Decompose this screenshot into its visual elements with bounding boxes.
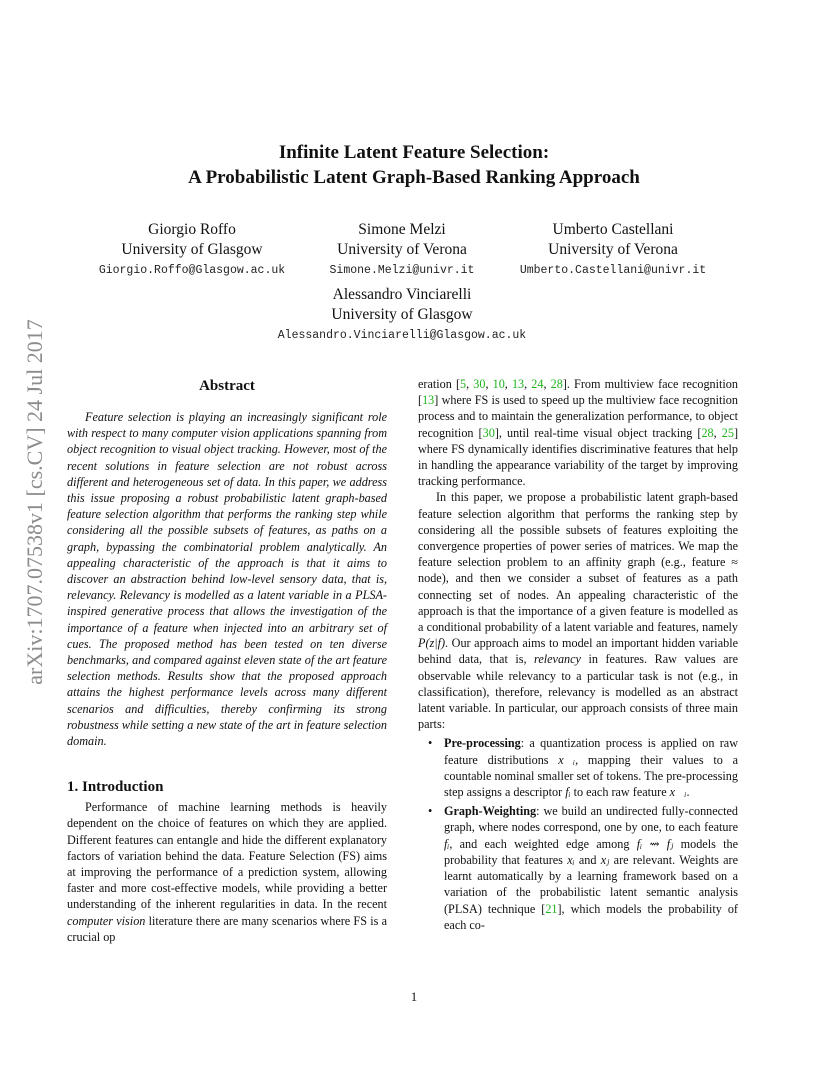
citation-link[interactable]: 24 bbox=[531, 377, 544, 391]
math-expression: x⃗ᵢ bbox=[558, 752, 576, 767]
math-expression: fᵢ bbox=[565, 785, 571, 800]
section-heading-introduction: 1. Introduction bbox=[67, 779, 164, 796]
author-block-vinciarelli bbox=[252, 285, 552, 347]
author-affiliation: University of Verona bbox=[337, 241, 467, 258]
text-span: In this paper, we propose a probabilistic latent graph-based feature selection algorithm that performs the ranking step by considering all the possible subsets of features exploiting the convergence properties of power series of matrices. We map the feature selection problem to an affinity graph (e.g., feature ≈ node), and then we consider a subset of features as a path connecting set of nodes. An appealing characteristic of the approach is that the importance of a given feature is modelled as a conditional probability of a latent variable and features, namely bbox=[418, 490, 738, 635]
text-span: are relevant. Weights are learnt automatically by a learning framework based on a variation of the probabilistic latent semantic analysis (PLSA) technique [ bbox=[444, 852, 739, 916]
bullet-icon: • bbox=[428, 804, 433, 819]
citation-link[interactable]: 28 bbox=[550, 377, 563, 391]
list-item bbox=[428, 735, 738, 800]
citation-link[interactable]: 25 bbox=[721, 425, 734, 440]
author-name: Simone Melzi bbox=[358, 221, 446, 238]
intro-paragraph bbox=[67, 799, 387, 945]
citation-link[interactable]: 30 bbox=[482, 425, 495, 440]
abstract-text: Feature selection is playing an increasingly significant role with respect to many computer vision applications spanning from object recognition to visual object tracking. However, most of the recent solutions in feature selection are not robust across different and heterogeneous set of data. In this paper, we address this issue proposing a robust probabilistic latent graph-based feature selection algorithm that performs the ranking step while considering all the possible subsets of features, as paths on a graph, bypassing the combinatorial problem analytically. An appealing characteristic of the approach is that it aims to discover an abstraction behind low-level sensory data, that is, relevancy. Relevancy is modelled as a latent variable in a PLSA-inspired generative process that allows the investigation of the importance of a feature when injected into an arbitrary set of cues. The proposed method has been tested on ten diverse benchmarks, and compared against eleven state of the art feature selection methods. Results show that the proposed approach attains the highest performance levels across many different scenarios and difficulties, thereby confirming its strong robustness while setting a new state of the art in feature selection domain. bbox=[67, 410, 387, 749]
math-expression: xⱼ bbox=[600, 852, 610, 867]
bullet-icon: • bbox=[428, 736, 433, 751]
emphasis: computer vision bbox=[67, 913, 146, 928]
paper-title bbox=[0, 140, 828, 190]
author-block-melzi bbox=[302, 220, 502, 282]
citation-link[interactable]: 13 bbox=[422, 393, 435, 408]
right-column bbox=[418, 376, 738, 936]
citation-link[interactable]: 30 bbox=[473, 377, 486, 391]
left-column bbox=[67, 376, 387, 945]
author-name: Umberto Castellani bbox=[552, 221, 674, 238]
text-span: eration [ bbox=[418, 377, 461, 391]
method-parts-list bbox=[418, 735, 738, 932]
citation-link[interactable]: 13 bbox=[511, 377, 525, 391]
page-number: 1 bbox=[410, 990, 418, 1004]
list-item-heading: Graph-Weighting bbox=[444, 804, 537, 819]
author-name: Giorgio Roffo bbox=[148, 221, 236, 238]
text-span: and bbox=[574, 852, 601, 867]
citation-link[interactable]: 10 bbox=[492, 377, 505, 391]
continued-paragraph: eration [5, 30, 10, 13, 24, 28]. From multiview face recognition [13] where FS is used to speed up the multiview face recognition process and to maintain the generalization performance, to object recognition [30], until real-time visual object tracking [28, 25] where FS dynamically identifies discriminative features that help in handling the appearance variability of the target by improving tracking performance. bbox=[418, 377, 738, 489]
emphasis: relevancy bbox=[534, 652, 581, 667]
list-item-heading: Pre-processing bbox=[444, 736, 521, 751]
author-affiliation: University of Verona bbox=[548, 241, 678, 258]
arxiv-stamp bbox=[24, 296, 46, 708]
citation-link[interactable]: 28 bbox=[701, 425, 714, 440]
author-email[interactable]: Umberto.Castellani@univr.it bbox=[519, 264, 707, 277]
list-item bbox=[428, 803, 739, 933]
author-block-castellani bbox=[504, 220, 722, 282]
text-span: ]. From multiview face recognition [ bbox=[418, 377, 738, 408]
author-email[interactable]: Simone.Melzi@univr.it bbox=[329, 264, 475, 277]
title-line-2: A Probabilistic Latent Graph-Based Ranking Approach bbox=[188, 167, 640, 188]
text-span: : we build an undirected fully-connected graph, where nodes correspond, one by one, to each feature bbox=[444, 804, 738, 835]
citation-link[interactable]: 5 bbox=[460, 377, 467, 391]
text-span: literature there are many scenarios where FS is a crucial op bbox=[67, 913, 387, 944]
text-span: , mapping their values to a countable nominal smaller set of tokens. The pre-processing step assigns a descriptor bbox=[444, 752, 738, 800]
math-expression: P(z|f) bbox=[418, 636, 446, 651]
citation-link[interactable]: 21 bbox=[545, 901, 558, 916]
text-span: . bbox=[686, 785, 690, 800]
author-email[interactable]: Alessandro.Vinciarelli@Glasgow.ac.uk bbox=[277, 329, 527, 342]
text-span: to each raw feature bbox=[570, 785, 670, 800]
arxiv-stamp-text: arXiv:1707.07538v1 [cs.CV] 24 Jul 2017 bbox=[22, 319, 47, 685]
author-name: Alessandro Vinciarelli bbox=[332, 286, 472, 303]
text-span: , and each weighted edge among bbox=[449, 836, 637, 851]
math-expression: x⃗ᵢ bbox=[669, 785, 687, 800]
author-block-roffo bbox=[92, 220, 292, 282]
text-span: : a quantization process is applied on raw feature distributions bbox=[444, 736, 738, 767]
text-span: in features. Raw values are observable while relevancy to a particular task is not (e.g., in classification), therefore, relevancy is modelled as an abstract latent variable. In particular, our approach consists of three main parts: bbox=[418, 652, 739, 732]
math-expression: fᵢ bbox=[444, 836, 450, 851]
text-span: Performance of machine learning methods is heavily dependent on the choice of features on which they are applied. Different features can entangle and hide the different explanatory factors of variation behind the data. Feature Selection (FS) aims at improving the performance of a prediction system, allowing faster and more cost-effective models, while providing a better understanding of the inherent regularities in data. In the recent bbox=[67, 800, 387, 912]
author-affiliation: University of Glasgow bbox=[331, 306, 473, 323]
text-span: . Our approach aims to model an important hidden variable behind data, that is, bbox=[418, 636, 738, 667]
text-span: ] where FS is used to speed up the multiview face recognition process and to maintain the generalization performance, to object recognition [ bbox=[418, 393, 738, 440]
abstract-heading: Abstract bbox=[199, 378, 255, 394]
math-expression: xᵢ bbox=[567, 852, 575, 867]
author-affiliation: University of Glasgow bbox=[121, 241, 263, 258]
author-email[interactable]: Giorgio.Roffo@Glasgow.ac.uk bbox=[98, 264, 286, 277]
text-span: models the probability that features bbox=[444, 836, 738, 867]
body-paragraph bbox=[418, 489, 738, 732]
text-span: ] where FS dynamically identifies discriminative features that help in handling the appearance variability of the target by improving tracking performance. bbox=[418, 425, 738, 489]
title-line-1: Infinite Latent Feature Selection: bbox=[278, 142, 550, 163]
math-expression: fᵢ ⇝ fⱼ bbox=[636, 836, 674, 851]
text-span: ], until real-time visual object tracking [ bbox=[494, 425, 702, 440]
text-span: ], which models the probability of each co- bbox=[444, 901, 738, 932]
